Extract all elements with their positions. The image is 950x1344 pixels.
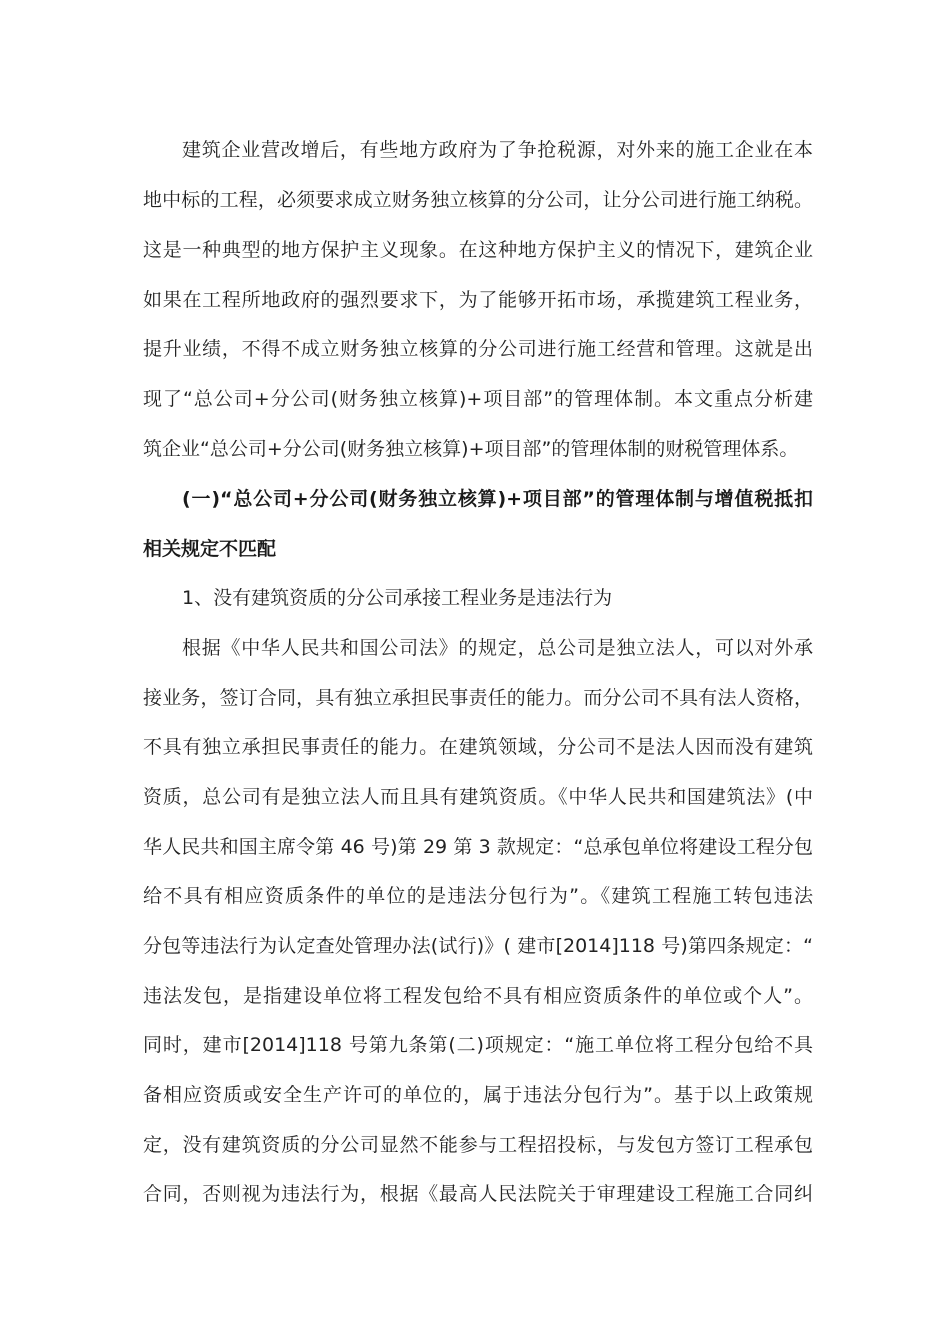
paragraph-line: 分包等违法行为认定查处管理办法(试行)》( 建市[2014]118 号)第四条规定：“ [143,935,813,957]
paragraph-line: 违法发包，是指建设单位将工程发包给不具有相应资质条件的单位或个人”。 [143,985,813,1007]
section-heading: (一)“总公司+分公司(财务独立核算)+项目部”的管理体制与增值税抵扣 [182,488,813,510]
paragraph-line: 华人民共和国主席令第 46 号)第 29 第 3 款规定：“总承包单位将建设工程分包 [143,836,813,858]
paragraph-line: 接业务，签订合同，具有独立承担民事责任的能力。而分公司不具有法人资格， [143,687,813,709]
paragraph-line: 如果在工程所地政府的强烈要求下，为了能够开拓市场，承揽建筑工程业务， [143,289,813,311]
paragraph-line: 资质，总公司有是独立法人而且具有建筑资质。《中华人民共和国建筑法》(中 [143,786,813,808]
paragraph-line: 现了“总公司+分公司(财务独立核算)+项目部”的管理体制。本文重点分析建 [143,388,813,410]
section-heading: 相关规定不匹配 [143,538,277,560]
paragraph-line: 定，没有建筑资质的分公司显然不能参与工程招投标，与发包方签订工程承包 [143,1134,813,1156]
paragraph-line: 根据《中华人民共和国公司法》的规定，总公司是独立法人，可以对外承 [182,637,813,659]
paragraph-line: 给不具有相应资质条件的单位的是违法分包行为”。《建筑工程施工转包违法 [143,885,813,907]
paragraph-line: 同时，建市[2014]118 号第九条第(二)项规定：“施工单位将工程分包给不具 [143,1034,813,1056]
subsection-heading: 1、没有建筑资质的分公司承接工程业务是违法行为 [182,587,613,609]
paragraph-line: 不具有独立承担民事责任的能力。在建筑领域，分公司不是法人因而没有建筑 [143,736,813,758]
paragraph-line: 地中标的工程，必须要求成立财务独立核算的分公司，让分公司进行施工纳税。 [143,189,813,211]
paragraph-line: 提升业绩，不得不成立财务独立核算的分公司进行施工经营和管理。这就是出 [143,338,813,360]
paragraph-line: 备相应资质或安全生产许可的单位的，属于违法分包行为”。基于以上政策规 [143,1084,813,1106]
paragraph-line: 合同，否则视为违法行为，根据《最高人民法院关于审理建设工程施工合同纠 [143,1183,813,1205]
paragraph-line: 筑企业“总公司+分公司(财务独立核算)+项目部”的管理体制的财税管理体系。 [143,438,799,460]
paragraph-line: 建筑企业营改增后，有些地方政府为了争抢税源，对外来的施工企业在本 [182,139,813,161]
paragraph-line: 这是一种典型的地方保护主义现象。在这种地方保护主义的情况下，建筑企业 [143,239,813,261]
